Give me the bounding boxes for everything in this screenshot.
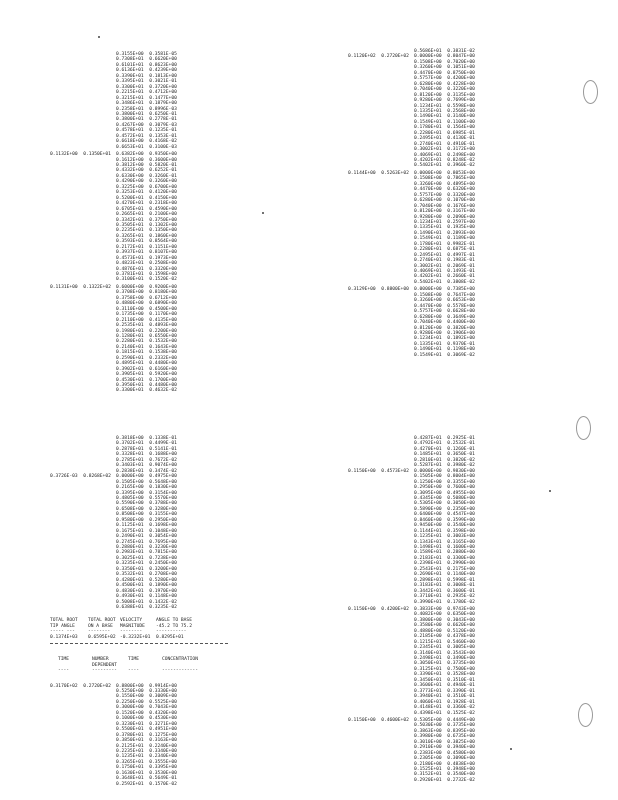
- data-row: 0.1280E+01 0.6550E+00: [116, 333, 177, 339]
- data-row: 0.2543E+01 0.2175E+00: [414, 566, 475, 572]
- table-underline: -------------: [162, 668, 198, 674]
- table-header: CONCENTRATION: [162, 657, 198, 663]
- group-parameter-label: 0.1120E+02 0.2720E+02: [348, 54, 409, 60]
- data-row: 0.4578E+01 0.1235E-01: [116, 128, 177, 134]
- data-row: 0.3395E+01 0.3021E-01: [116, 79, 177, 85]
- data-row: 0.2125E+01 0.2240E+00: [116, 743, 177, 749]
- data-row: 0.4876E+01 0.3320E+00: [116, 266, 177, 272]
- data-row: 0.3110E+00 0.4500E+00: [116, 306, 177, 312]
- data-row: 0.5686E+01 0.3831E-02: [414, 49, 475, 54]
- data-row: 0.1234E+01 0.1892E+00: [414, 336, 475, 342]
- data-row: 0.1630E+01 0.3530E+00: [116, 770, 177, 776]
- data-row: 0.2165E+00 0.1830E+00: [116, 485, 177, 491]
- data-row: 0.1505E+00 0.8004E+00: [414, 474, 475, 480]
- binder-hole-top: [583, 80, 598, 104]
- table-underline: ----: [128, 668, 140, 674]
- data-row: 0.3140E+01 0.3543E+00: [414, 650, 475, 656]
- table-header: TIME: [128, 657, 140, 663]
- summary-header: ANGLE TO BASE: [156, 618, 192, 624]
- data-row: 0.3710E+01 0.2935E-02: [414, 594, 475, 600]
- data-row: 0.1335E+01 0.1935E+00: [414, 225, 475, 231]
- data-row: 0.5200E+01 0.4150E+00: [116, 195, 177, 201]
- data-row: 0.8120E+00 0.3135E+00: [414, 92, 475, 98]
- data-row: 0.1000E+00 0.4530E+00: [116, 716, 177, 722]
- data-row: 0.4398E+01 0.1525E-02: [414, 710, 475, 716]
- data-row: 0.5305E+00 0.4449E+00: [414, 717, 475, 723]
- scan-speck: [510, 748, 512, 750]
- data-row: 0.6136E+01 0.4239E+00: [116, 68, 177, 74]
- data-row: 0.1505E+00 0.5648E+00: [116, 479, 177, 485]
- data-row: 0.3403E+01 0.9074E+00: [116, 463, 177, 469]
- data-row: 0.3600E+01 0.4940E-01: [414, 683, 475, 689]
- summary-value: 0.1374E+03: [50, 634, 78, 640]
- data-row: 0.9450E+00 0.3540E+00: [414, 523, 475, 529]
- data-row: 0.2235E+01 0.3340E+00: [116, 748, 177, 754]
- data-row: 0.9580E+00 0.2950E+00: [116, 517, 177, 523]
- data-row: 0.3328E+01 0.1688E+00: [116, 452, 177, 458]
- table-header: NUMBER: [92, 657, 109, 663]
- data-row: 0.3260E+00 0.4895E+00: [414, 181, 475, 187]
- data-row: 0.2590E+01 0.2332E+00: [116, 355, 177, 361]
- data-row: 0.3390E+01 0.3528E+00: [414, 672, 475, 678]
- group-parameter-label: 0.1150E+00 0.4600E+02: [348, 717, 409, 723]
- data-row: 0.3450E+01 0.3510E-01: [414, 677, 475, 683]
- data-row: 0.3002E+01 0.3172E+00: [414, 147, 475, 153]
- data-row: 0.5590E+00 0.3788E+00: [116, 501, 177, 507]
- data-row: 0.1490E+01 0.1198E+00: [414, 347, 475, 353]
- data-row: 0.1235E+01 0.2340E+00: [116, 754, 177, 760]
- data-row: 0.2140E+01 0.1643E+00: [116, 344, 177, 350]
- data-row: 0.4082E+00 0.6350E+00: [414, 612, 475, 618]
- summary-underline: --------: [120, 629, 143, 635]
- data-row: 0.1589E+01 0.2880E+00: [414, 550, 475, 556]
- data-row: 0.1335E+01 0.9370E-01: [414, 341, 475, 347]
- data-row: 0.4202E+01 0.8248E-02: [414, 158, 475, 163]
- data-row: 0.2838E+01 0.3474E-02: [116, 468, 177, 474]
- data-row: 0.4823E+01 0.2508E+00: [116, 261, 177, 267]
- data-row: 0.4830E+01 0.1970E+00: [116, 588, 177, 594]
- data-row: 0.2495E+01 0.4130E-01: [414, 136, 475, 142]
- data-row: 0.1780E+01 0.9982E-01: [414, 241, 475, 247]
- data-row: 0.8120E+00 0.3167E+00: [414, 209, 475, 215]
- data-row: 0.3390E+01 0.1813E+00: [116, 73, 177, 79]
- data-row: 0.3800E+00 0.3043E+00: [414, 617, 475, 623]
- data-row: 0.3781E+01 0.1598E+00: [116, 272, 177, 277]
- table-underline: ---------: [92, 668, 117, 674]
- data-row: 0.0000E+00 0.9830E+00: [414, 468, 475, 474]
- data-row: 0.3818E+00 0.1338E-01: [116, 436, 177, 441]
- data-row: 0.3253E+01 0.4120E+00: [116, 190, 177, 196]
- data-row: 0.6705E+01 0.4590E+00: [116, 206, 177, 212]
- scan-speck: [262, 212, 264, 214]
- data-row: 0.5757E+00 0.6628E+00: [414, 309, 475, 315]
- data-row: 0.2495E+01 0.4997E-01: [414, 252, 475, 258]
- data-row: 0.2305E+00 0.3090E+00: [414, 756, 475, 762]
- data-row: 0.4930E+01 0.1148E+00: [116, 594, 177, 600]
- data-row: 0.3260E+00 0.1051E+00: [414, 65, 475, 71]
- data-row: 0.4470E+00 0.8750E+00: [414, 70, 475, 76]
- data-row: 0.2910E+00 0.3940E+00: [414, 745, 475, 751]
- data-row: 0.1490E+01 0.2893E+00: [414, 230, 475, 236]
- summary-underline: -----------: [156, 629, 187, 635]
- data-row: 0.5402E+01 0.3808E-02: [414, 279, 475, 285]
- group-parameter-label: 0.1150E+00 0.4200E+02: [348, 606, 409, 612]
- data-row: 0.6280E+00 0.3649E+00: [414, 314, 475, 320]
- table-header: TIME: [58, 657, 70, 663]
- data-row: 0.1250E+00 0.3355E+00: [414, 479, 475, 485]
- data-row: 0.4287E+01 0.2925E-01: [414, 436, 475, 441]
- data-row: 0.3442E+01 0.3600E-01: [414, 588, 475, 594]
- data-row: 0.3758E+00 0.6712E+00: [116, 295, 177, 301]
- data-row: 0.3990E+01 0.1780E-02: [414, 599, 475, 605]
- data-row: 0.3833E+00 0.9743E+00: [414, 606, 475, 612]
- dashed-separator: [50, 643, 228, 644]
- data-row: 0.4060E+01 0.1928E-01: [414, 699, 475, 705]
- data-row: 0.3215E+01 0.1477E+00: [116, 95, 177, 101]
- data-row: 0.6330E+00 0.3260E-01: [116, 173, 177, 179]
- summary-header: -45.2 TO 75.2: [156, 623, 192, 629]
- data-row: 0.3593E+01 0.8564E+00: [116, 239, 177, 245]
- data-row: 0.4069E+01 0.2498E+00: [414, 152, 475, 158]
- data-row: 0.6000E+00 0.9200E+00: [116, 284, 177, 290]
- data-row: 0.5287E+01 0.3980E-02: [414, 463, 475, 469]
- data-row: 0.3260E+00 0.6653E+00: [414, 298, 475, 304]
- data-row: 0.4270E+01 0.1260E-01: [414, 446, 475, 452]
- scan-speck: [98, 36, 100, 38]
- data-row: 0.1235E+01 0.3003E+00: [414, 534, 475, 540]
- data-row: 0.1980E+01 0.2200E+00: [116, 328, 177, 334]
- data-row: 0.2878E+01 0.5141E-01: [116, 446, 177, 452]
- data-row: 0.3225E+00 0.6700E+00: [116, 184, 177, 190]
- data-row: 0.2185E+00 0.4378E+00: [414, 634, 475, 640]
- group-parameter-label: 0.1131E+00 0.1322E+02: [50, 284, 111, 290]
- data-row: 0.1234E+01 0.2597E+00: [414, 219, 475, 225]
- data-row: 0.2235E+01 0.1350E+00: [116, 228, 177, 234]
- data-row: 0.0000E+00 0.8047E+00: [414, 54, 475, 60]
- data-row: 0.0000E+00 0.8053E+00: [414, 170, 475, 176]
- data-row: 0.9280E+00 0.2090E+00: [414, 214, 475, 220]
- data-row: 0.4500E+01 0.1890E+00: [116, 583, 177, 589]
- group-parameter-label: 0.3170E+02 0.2720E+02: [50, 683, 111, 689]
- data-row: 0.6618E+00 0.4168E-02: [116, 139, 177, 145]
- data-row: 0.3265E+01 0.1860E+00: [116, 233, 177, 239]
- data-row: 0.1520E+00 0.4320E+00: [116, 710, 177, 716]
- data-row: 0.2383E+00 0.4580E+00: [414, 750, 475, 756]
- binder-hole-bottom: [578, 703, 593, 727]
- summary-header: TOTAL ROOT: [88, 618, 116, 624]
- data-row: 0.4332E+00 0.6252E-01: [116, 168, 177, 174]
- data-row: 0.2740E+01 0.1983E-01: [414, 258, 475, 264]
- data-row: 0.3850E+01 0.3163E+00: [116, 738, 177, 744]
- data-row: 0.3780E+01 0.1275E+00: [116, 732, 177, 738]
- data-row: 0.3095E+00 0.4955E+00: [414, 490, 475, 496]
- summary-underline: ----- ---: [50, 629, 75, 635]
- data-row: 0.5500E+01 0.4951E+00: [116, 727, 177, 733]
- data-row: 0.1780E+01 0.1564E+00: [414, 125, 475, 131]
- data-row: 0.7040E+00 0.4400E+00: [414, 320, 475, 326]
- data-row: 0.2358E+01 0.8996E-03: [116, 106, 177, 112]
- data-row: 0.0000E+00 0.4975E+00: [116, 474, 177, 480]
- data-row: 0.1234E+01 0.5598E+00: [414, 103, 475, 109]
- data-row: 0.5030E+00 0.3735E+00: [414, 723, 475, 729]
- data-row: 0.1735E+00 0.1170E+00: [116, 312, 177, 318]
- data-row: 0.3702E+01 0.4499E-01: [116, 441, 177, 447]
- data-row: 0.2280E+01 0.1532E+00: [116, 339, 177, 345]
- data-row: 0.2665E+01 0.2100E+00: [116, 212, 177, 218]
- data-row: 0.1550E+00 0.3009E+00: [116, 694, 177, 700]
- data-row: 0.3532E+01 0.2708E+00: [116, 572, 177, 578]
- data-row: 0.2690E+01 0.1140E+00: [414, 572, 475, 578]
- data-row: 0.7308E+01 0.6620E+00: [116, 57, 177, 63]
- data-row: 0.2398E+01 0.2990E+00: [414, 561, 475, 567]
- data-row: 0.9280E+00 0.7699E+00: [414, 98, 475, 104]
- data-row: 0.5402E+01 0.3960E-02: [414, 163, 475, 169]
- data-row: 0.3300E+01 0.3720E+00: [116, 84, 177, 90]
- data-row: 0.1508E+00 0.7647E+00: [414, 292, 475, 298]
- data-row: 0.4290E+00 0.3260E+00: [116, 179, 177, 185]
- data-row: 0.8460E+00 0.3599E+00: [414, 517, 475, 523]
- data-row: 0.2785E+01 0.7672E-02: [116, 457, 177, 463]
- data-row: 0.7040E+00 0.1676E+00: [414, 203, 475, 209]
- data-row: 0.1335E+01 0.2568E+00: [414, 108, 475, 114]
- summary-value: -0.3232E+01: [120, 634, 151, 640]
- data-row: 0.3342E+01 0.3750E+00: [116, 217, 177, 223]
- data-row: 0.3580E+00 0.6620E+00: [414, 623, 475, 629]
- data-row: 0.3155E+00 0.3581E-05: [116, 52, 177, 57]
- data-row: 0.2498E+01 0.3490E+00: [414, 656, 475, 661]
- data-row: 0.4792E+01 0.2532E-01: [414, 441, 475, 447]
- data-row: 0.1675E+01 0.1048E+00: [116, 528, 177, 534]
- data-row: 0.3800E+01 0.2778E-01: [116, 117, 177, 123]
- data-row: 0.3980E+00 0.6735E+00: [414, 734, 475, 740]
- data-row: 0.3235E+01 0.2450E+00: [116, 561, 177, 567]
- data-row: 0.5890E+00 0.2350E+00: [414, 506, 475, 512]
- data-row: 0.2898E+01 0.5998E-01: [414, 577, 475, 583]
- data-row: 0.4470E+00 0.6320E+00: [414, 187, 475, 193]
- data-row: 0.7040E+00 0.3220E+00: [414, 87, 475, 93]
- data-row: 0.1612E+00 0.3600E+00: [116, 157, 177, 163]
- data-row: 0.2740E+01 0.4910E-01: [414, 141, 475, 147]
- summary-header: VELOCITY: [120, 618, 143, 624]
- summary-header: TIP ANGLE: [50, 623, 75, 629]
- data-row: 0.5757E+00 0.4200E+00: [414, 76, 475, 82]
- data-row: 0.3010E+00 0.3825E+00: [414, 739, 475, 745]
- data-row: 0.3000E+00 0.7043E+00: [116, 705, 177, 711]
- data-row: 0.9280E+00 0.1906E+00: [414, 330, 475, 336]
- data-row: 0.3902E+01 0.6160E+00: [116, 366, 177, 372]
- data-row: 0.6508E+00 0.3280E+00: [116, 506, 177, 512]
- data-row: 0.8800E+00 0.9914E+00: [116, 683, 177, 689]
- summary-underline: --------: [88, 629, 111, 635]
- data-row: 0.3648E+01 0.5649E-01: [116, 776, 177, 782]
- data-row: 0.3395E+00 0.3154E+00: [116, 490, 177, 496]
- table-underline: ----: [58, 668, 70, 674]
- data-row: 0.6653E+01 0.3100E-03: [116, 144, 177, 150]
- data-row: 0.3100E+01 0.1520E-02: [116, 277, 177, 283]
- data-row: 0.4573E+01 0.1973E+00: [116, 255, 177, 261]
- data-row: 0.2345E+01 0.3005E+00: [414, 645, 475, 651]
- data-row: 0.5305E+00 0.3050E+00: [414, 501, 475, 507]
- data-row: 0.2490E+01 0.3054E+00: [116, 534, 177, 540]
- data-row: 0.2920E+01 0.2732E-02: [414, 777, 475, 783]
- data-row: 0.3505E+01 0.1302E+00: [116, 222, 177, 228]
- data-row: 0.3152E+01 0.3540E+00: [414, 772, 475, 778]
- group-parameter-label: 0.1150E+00 0.4573E+02: [348, 468, 409, 474]
- data-row: 0.3800E+01 0.6250E-01: [116, 111, 177, 117]
- data-row: 0.1508E+00 0.7020E+00: [414, 59, 475, 65]
- data-row: 0.1525E+01 0.3948E+00: [414, 767, 475, 772]
- data-row: 0.2110E+00 0.4135E+00: [116, 317, 177, 323]
- data-row: 0.6101E+01 0.8623E+00: [116, 62, 177, 68]
- data-row: 0.1549E+01 0.3069E-02: [414, 352, 475, 358]
- data-row: 0.3265E+01 0.3555E+00: [116, 759, 177, 765]
- data-row: 0.2880E+01 0.3230E+00: [116, 545, 177, 550]
- data-row: 0.4895E+01 0.4480E+00: [116, 361, 177, 367]
- data-row: 0.1215E+01 0.5460E+00: [414, 639, 475, 645]
- data-row: 0.3350E+01 0.3200E+00: [116, 566, 177, 572]
- data-row: 0.5757E+00 0.3320E+00: [414, 192, 475, 198]
- data-row: 0.4280E+01 0.5280E+00: [116, 577, 177, 583]
- data-row: 0.2810E+01 0.3820E-02: [414, 457, 475, 463]
- data-row: 0.2250E+00 0.5525E+00: [116, 699, 177, 705]
- data-row: 0.3863E+00 0.8395E+00: [414, 728, 475, 734]
- data-row: 0.3486E+01 0.1879E+00: [116, 101, 177, 107]
- data-row: 0.2280E+01 0.6985E-01: [414, 130, 475, 136]
- group-parameter-label: 0.1132E+00 0.1350E+01: [50, 152, 111, 158]
- data-row: 0.5008E+01 0.1432E-02: [116, 599, 177, 605]
- data-row: 0.2180E+00 0.4838E+00: [414, 761, 475, 767]
- data-row: 0.4470E+00 0.5578E+00: [414, 303, 475, 309]
- data-row: 0.3937E+01 0.8107E+00: [116, 250, 177, 256]
- data-row: 0.1549E+01 0.1100E+00: [414, 119, 475, 125]
- data-row: 0.4880E+00 0.5120E+00: [414, 628, 475, 634]
- data-row: 0.2183E+01 0.3300E+00: [414, 555, 475, 561]
- group-parameter-label: 0.1144E+00 0.5263E+02: [348, 170, 409, 176]
- data-row: 0.3002E+01 0.2069E-01: [414, 263, 475, 269]
- data-row: 0.3950E+01 0.4480E+00: [116, 383, 177, 388]
- data-row: 0.2950E+00 0.7600E+00: [414, 485, 475, 491]
- data-row: 0.1343E+01 0.3165E+00: [414, 539, 475, 545]
- data-row: 0.5250E+00 0.3330E+00: [116, 689, 177, 694]
- binder-hole-middle: [576, 416, 591, 440]
- data-row: 0.4345E+00 0.5080E+00: [414, 495, 475, 501]
- data-row: 0.4530E+01 0.1700E+00: [116, 377, 177, 383]
- data-row: 0.1490E+01 0.3140E+00: [414, 114, 475, 120]
- data-row: 0.1498E+01 0.1600E+00: [414, 545, 475, 550]
- summary-header: MAGNITUDE: [120, 623, 145, 629]
- data-row: 0.2215E+01 0.4712E+00: [116, 90, 177, 96]
- data-row: 0.3125E+01 0.7500E+00: [414, 666, 475, 672]
- data-row: 0.3230E+01 0.3271E+00: [116, 721, 177, 727]
- data-row: 0.1549E+01 0.1189E+00: [414, 236, 475, 242]
- data-row: 0.6388E+01 0.3235E-02: [116, 604, 177, 610]
- data-row: 0.3050E+01 0.3735E+00: [414, 661, 475, 667]
- data-row: 0.6400E+00 0.4547E+00: [414, 512, 475, 518]
- data-row: 0.6280E+00 0.1070E+00: [414, 198, 475, 204]
- data-row: 0.2280E+01 0.6875E-01: [414, 247, 475, 253]
- data-row: 0.2592E+01 0.1570E-02: [116, 781, 177, 787]
- summary-header: ON A BASE: [88, 623, 113, 629]
- data-row: 0.1485E+01 0.3650E-01: [414, 452, 475, 458]
- data-row: 0.3025E+01 0.7238E+00: [116, 555, 177, 561]
- data-row: 0.2745E+01 0.7695E+00: [116, 539, 177, 545]
- data-row: 0.8120E+00 0.3820E+00: [414, 325, 475, 331]
- data-row: 0.4069E+01 0.1493E-01: [414, 269, 475, 274]
- data-row: 0.1815E+01 0.1538E+00: [116, 350, 177, 356]
- data-row: 0.8508E+00 0.3155E+00: [116, 512, 177, 518]
- data-row: 0.3300E+01 0.4632E-02: [116, 388, 177, 394]
- data-row: 0.3708E+00 0.8180E+00: [116, 290, 177, 296]
- summary-header: TOTAL ROOT: [50, 618, 78, 624]
- table-header: DEPENDENT: [92, 662, 117, 668]
- data-row: 0.4270E+01 0.2318E+00: [116, 201, 177, 207]
- data-row: 0.3812E+00 0.5820E-01: [116, 163, 177, 168]
- data-row: 0.2983E+01 0.7815E+00: [116, 550, 177, 556]
- data-row: 0.2535E+01 0.4893E+00: [116, 323, 177, 329]
- group-parameter-label: 0.3129E+00 0.8800E+00: [348, 287, 409, 293]
- data-row: 0.1144E+01 0.3598E+00: [414, 528, 475, 534]
- data-row: 0.4572E+01 0.1353E-01: [116, 133, 177, 139]
- data-row: 0.4805E+00 0.5570E+00: [116, 495, 177, 501]
- data-row: 0.3905E+01 0.5920E+00: [116, 372, 177, 378]
- group-parameter-label: 0.3726E-03 0.8268E+02: [50, 474, 111, 480]
- summary-value: 0.8295E+01: [156, 634, 184, 640]
- data-row: 0.1125E+01 0.1698E+00: [116, 523, 177, 529]
- scan-speck: [549, 490, 551, 492]
- data-row: 0.3773E+01 0.3390E-01: [414, 688, 475, 694]
- summary-value: 0.6595E+02: [88, 634, 116, 640]
- data-row: 0.1508E+00 0.7865E+00: [414, 176, 475, 182]
- data-row: 0.1750E+01 0.3395E+00: [116, 765, 177, 771]
- data-row: 0.0000E+00 0.7385E+00: [414, 287, 475, 293]
- data-row: 0.6280E+00 0.4228E+00: [414, 81, 475, 87]
- data-row: 0.6382E+00 0.9350E+00: [116, 152, 177, 158]
- data-row: 0.4202E+01 0.2660E-01: [414, 274, 475, 280]
- data-row: 0.3940E+01 0.3510E-01: [414, 694, 475, 700]
- data-row: 0.4880E+00 0.6890E+00: [116, 301, 177, 307]
- data-row: 0.3183E+01 0.3008E-01: [414, 583, 475, 589]
- data-row: 0.4148E+01 0.3360E-02: [414, 705, 475, 711]
- data-row: 0.2172E+01 0.1151E+00: [116, 244, 177, 250]
- data-row: 0.4267E+00 0.3079E-03: [116, 122, 177, 128]
